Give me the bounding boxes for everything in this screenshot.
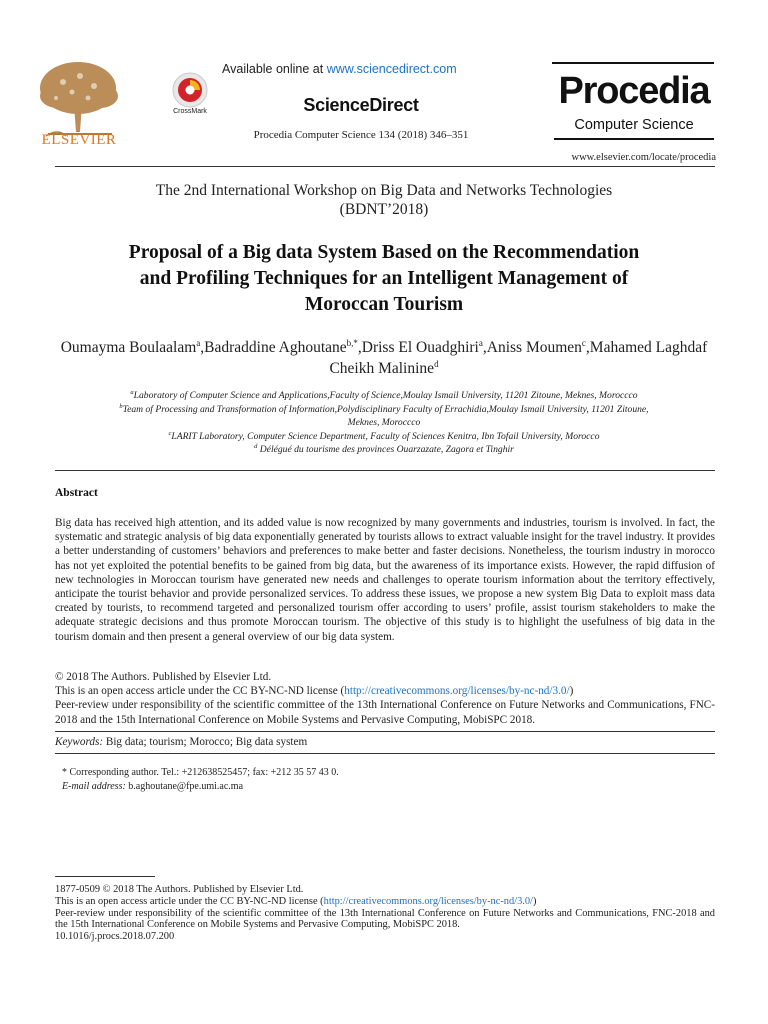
affiliation-mark: b [119,402,123,410]
affiliation-text: Laboratory of Computer Science and Applications,Faculty of Science,Moulay Ismail University, 11201 Zitoune, Meknes, Moroccco [133,390,638,401]
workshop-line-2: (BDNT’2018) [339,201,429,218]
author-name: Mahamed Laghdaf Cheikh Malinine [329,339,708,377]
email-address[interactable]: b.aghoutane@fpe.umi.ac.ma [125,780,244,792]
footer-license-link[interactable]: http://creativecommons.org/licenses/by-nc-nd/3.0/ [323,895,533,907]
affiliation-text: LARIT Laboratory, Computer Science Department, Faculty of Sciences Kenitra, Ibn Tofail University, Morocco [171,430,600,442]
paper-title [60,240,708,318]
sciencedirect-link[interactable]: www.sciencedirect.com [326,62,457,76]
crossmark-label: CrossMark [173,108,207,115]
affiliation-item [60,389,708,403]
availability-line: Available online at www.sciencedirect.com [222,62,457,76]
author-separator: , [585,339,590,356]
journal-url-link[interactable]: www.elsevier.com/locate/procedia [571,152,716,163]
journal-reference: Procedia Computer Science 134 (2018) 346–351 [253,129,469,141]
abstract-body: Big data has received high attention, and its added value is now recognized by many governments and industries, tourism is involved. In fact, the systematic and strategic analysis of big data exponentially generated by tourists allows to extract valuable insight for the travel industry. It provides a better understanding of customers’ behaviors and preferences to make better and faster decisions. Nonetheless, the tourism industry in morocco has not yet exploited the potential benefits to be gained from big data, but the awareness of its importance exists. However, the rapid diffusion of new technologies in Moroccan tourism have generated new needs and challenges to operate tourism information about the territory effectively, anticipate the tourist behavior and provide personalized services. To address these issues, we propose a new system Big Data to exploit mass data created by tourists, to recommend targeted and personalized tourism offer according to users’ profile, assist tourism stakeholders to make the adequate strategic decisions and thus promote Moroccan tourism. The objective of this study is to highlight the usefulness of big data in the tourism domain and then present a general overview of our big data system. [55,517,715,643]
corresponding-author-line: * Corresponding author. Tel.: +212638525457; fax: +212 35 57 43 0. [62,767,339,778]
affiliation-mark: c [168,429,172,437]
keywords-bottom-divider [55,753,715,754]
procedia-rule [554,138,714,140]
procedia-subtitle: Computer Science [574,117,694,133]
author-name: Driss El Ouadghiri [361,339,479,356]
procedia-wordmark: Procedia [558,70,710,112]
copyright-line: © 2018 The Authors. Published by Elsevier Ltd. [55,671,272,683]
keywords-top-divider [55,731,715,732]
affiliation-item [60,430,708,444]
author-affil-mark: b,* [346,338,358,348]
keywords-label: Keywords: [55,736,104,748]
affiliation-mark: a [130,389,134,396]
author-list [60,337,708,379]
author-affil-mark: a [196,338,201,348]
keywords-line [55,736,715,748]
copyright-block [55,670,715,727]
affiliation-item [60,403,708,417]
footer-license: This is an open access article under the CC BY-NC-ND license (http://creativecommons.org/licenses/by-nc-nd/3.0/) [55,895,537,907]
author-affil-mark: d [434,359,439,369]
author-name: Aniss Moumen [486,339,582,356]
workshop-line-1: The 2nd International Workshop on Big Data and Networks Technologies [155,182,613,199]
header-divider [55,166,715,167]
title-line-2: and Profiling Techniques for an Intelligent Management of [139,268,629,289]
crossmark-icon[interactable] [166,70,214,126]
author-separator: , [482,339,487,356]
footer-issn: 1877-0509 © 2018 The Authors. Published by Elsevier Ltd. [55,884,304,895]
affiliation-text: Meknes, Moroccco [347,417,421,428]
sciencedirect-wordmark: ScienceDirect [303,95,419,115]
author-separator: , [357,339,362,356]
author-name: Badraddine Aghoutane [204,339,347,356]
affiliation-text: Team of Processing and Transformation of Information,Polydisciplinary Faculty of Errachidia,Moulay Ismail University, 11201 Zitoune, [122,403,649,415]
footer-doi[interactable]: 10.1016/j.procs.2018.07.200 [55,931,175,943]
email-label: E-mail address: [62,780,126,792]
email-line [62,780,702,794]
license-line: This is an open access article under the CC BY-NC-ND license (http://creativecommons.org/licenses/by-nc-nd/3.0/) [55,685,574,698]
affiliation-item [60,443,708,457]
affiliation-list [60,389,708,457]
title-line-3: Moroccan Tourism [304,294,464,315]
license-link[interactable]: http://creativecommons.org/licenses/by-nc-nd/3.0/ [344,685,570,698]
elsevier-logo-text: ELSEVIER [41,132,117,148]
affiliation-mark: d [254,443,258,450]
affiliation-item [60,416,708,430]
abstract-heading: Abstract [55,487,98,499]
author-affil-mark: c [581,338,586,348]
peer-review-line: Peer-review under responsibility of the scientific committee of the 13th International Conference on Future Networks and Communications, FNC-2018 and the 15th International Conference on Mobile Systems and Pervasive Computing, MobiSPC 2018. [55,699,715,726]
workshop-heading [60,181,708,219]
author-separator: , [200,339,205,356]
author-name: Oumayma Boulaalam [60,339,197,356]
correspondence-note [62,766,702,793]
title-line-1: Proposal of a Big data System Based on the Recommendation [128,242,640,263]
footer-block [55,884,715,943]
footer-peer-review: Peer-review under responsibility of the scientific committee of the 13th International Conference on Future Networks and Communications, FNC-2018 and the 15th International Conference on Mobile Systems and Pervasive Computing, MobiSPC 2018. [55,907,715,931]
abstract-top-divider [55,470,715,471]
author-affil-mark: a [478,338,483,348]
keywords-value: Big data; tourism; Morocco; Big data system [103,736,308,748]
footer-divider [55,876,155,877]
affiliation-text: Délégué du tourisme des provinces Ouarzazate, Zagora et Tinghir [257,444,514,455]
